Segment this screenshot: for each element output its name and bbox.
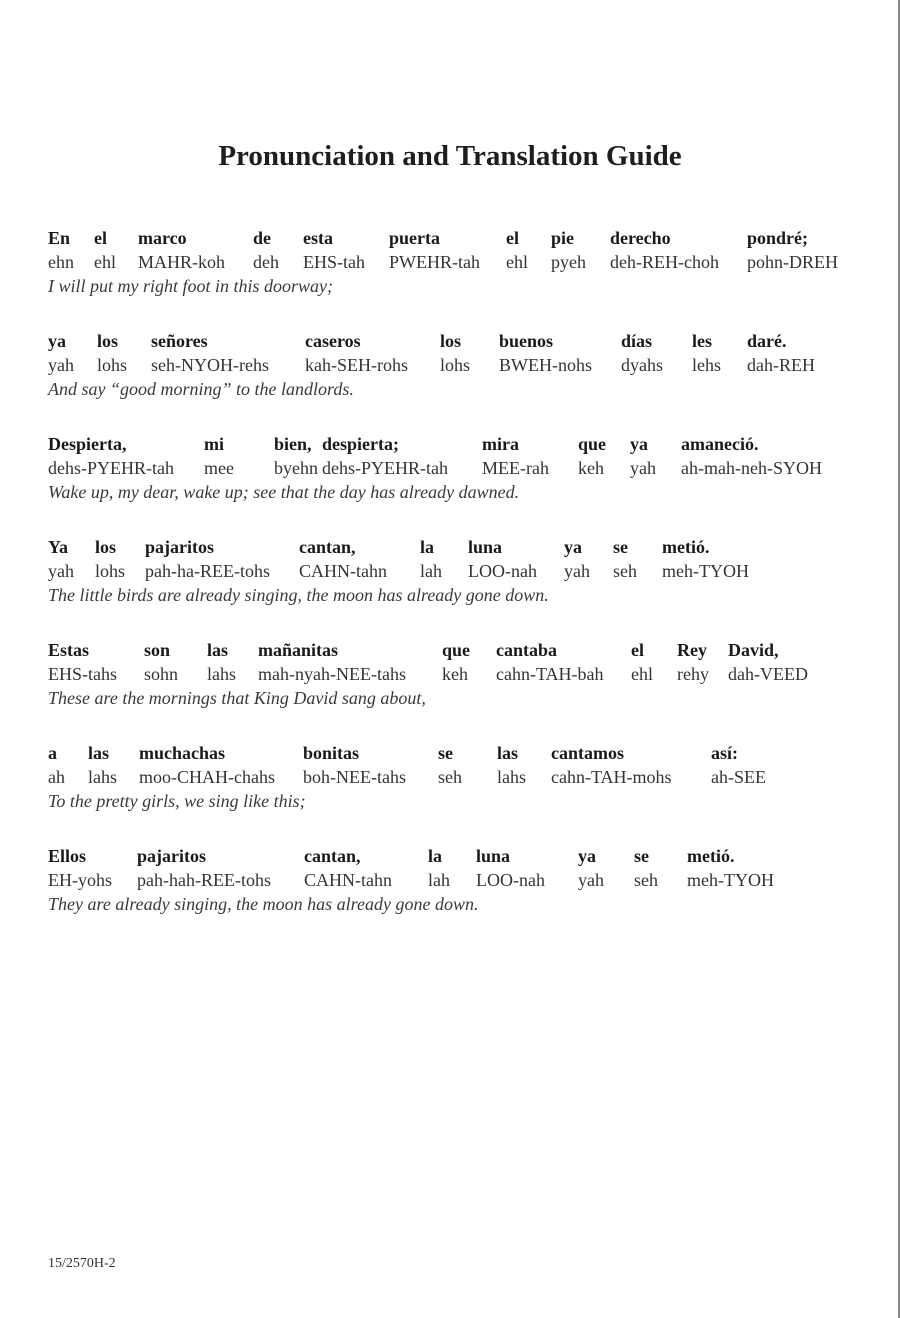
spanish-word: que xyxy=(578,434,607,454)
pronunciation-word: yah xyxy=(48,355,74,375)
pronunciation-word: deh xyxy=(253,252,279,272)
english-translation: I will put my right foot in this doorway; xyxy=(48,276,334,296)
spanish-word: el xyxy=(94,228,107,248)
spanish-word: cantan, xyxy=(304,846,361,866)
catalog-number: 15/2570H-2 xyxy=(48,1256,116,1271)
pronunciation-line xyxy=(48,355,848,379)
spanish-word: derecho xyxy=(610,228,671,248)
pronunciation-word: kah-SEH-rohs xyxy=(305,355,408,375)
pronunciation-word: pyeh xyxy=(551,252,586,272)
spanish-word: despierta; xyxy=(322,434,399,454)
pronunciation-word: ehl xyxy=(631,664,653,684)
pronunciation-word: cahn-TAH-bah xyxy=(496,664,604,684)
spanish-word: las xyxy=(497,743,519,763)
spanish-word: cantan, xyxy=(299,537,356,557)
pronunciation-line xyxy=(48,252,848,276)
pronunciation-word: CAHN-tahn xyxy=(304,870,392,890)
verse-block xyxy=(48,434,848,506)
pronunciation-word: meh-TYOH xyxy=(662,561,749,581)
spanish-line xyxy=(48,846,848,870)
pronunciation-word: lah xyxy=(428,870,450,890)
spanish-word: señores xyxy=(151,331,208,351)
spanish-word: Despierta, xyxy=(48,434,127,454)
pronunciation-word: byehn xyxy=(274,458,318,478)
spanish-word: mi xyxy=(204,434,224,454)
english-translation: To the pretty girls, we sing like this; xyxy=(48,791,306,811)
spanish-word: ya xyxy=(48,331,66,351)
spanish-word: los xyxy=(97,331,119,351)
spanish-word: metió. xyxy=(662,537,710,557)
pronunciation-word: yah xyxy=(48,561,74,581)
spanish-word: ya xyxy=(564,537,582,557)
pronunciation-word: lahs xyxy=(88,767,117,787)
pronunciation-word: meh-TYOH xyxy=(687,870,774,890)
spanish-word: a xyxy=(48,743,57,763)
pronunciation-line xyxy=(48,458,848,482)
spanish-word: luna xyxy=(468,537,503,557)
spanish-word: así: xyxy=(711,743,738,763)
spanish-word: buenos xyxy=(499,331,554,351)
pronunciation-word: ehl xyxy=(94,252,116,272)
english-translation: Wake up, my dear, wake up; see that the day has already dawned. xyxy=(48,482,520,502)
pronunciation-word: yah xyxy=(578,870,604,890)
spanish-word: mira xyxy=(482,434,519,454)
pronunciation-word: PWEHR-tah xyxy=(389,252,480,272)
pronunciation-word: LOO-nah xyxy=(476,870,545,890)
pronunciation-line xyxy=(48,561,848,585)
pronunciation-word: cahn-TAH-mohs xyxy=(551,767,672,787)
spanish-word: Ellos xyxy=(48,846,87,866)
spanish-word: pajaritos xyxy=(145,537,214,557)
spanish-line xyxy=(48,743,848,767)
pronunciation-word: MEE-rah xyxy=(482,458,549,478)
spanish-word: pajaritos xyxy=(137,846,206,866)
pronunciation-word: lahs xyxy=(497,767,526,787)
pronunciation-word: lohs xyxy=(97,355,128,375)
spanish-word: Estas xyxy=(48,640,90,660)
pronunciation-word: ah-mah-neh-SYOH xyxy=(681,458,822,478)
pronunciation-word: seh-NYOH-rehs xyxy=(151,355,269,375)
spanish-word: las xyxy=(88,743,110,763)
spanish-word: muchachas xyxy=(139,743,226,763)
pronunciation-word: ah xyxy=(48,767,65,787)
pronunciation-word: rehy xyxy=(677,664,709,684)
pronunciation-word: boh-NEE-tahs xyxy=(303,767,406,787)
spanish-word: se xyxy=(438,743,453,763)
pronunciation-word: keh xyxy=(442,664,468,684)
english-translation: They are already singing, the moon has already gone down. xyxy=(48,894,479,914)
pronunciation-word: sohn xyxy=(144,664,179,684)
pronunciation-word: dehs-PYEHR-tah xyxy=(48,458,174,478)
spanish-word: bonitas xyxy=(303,743,360,763)
pronunciation-word: CAHN-tahn xyxy=(299,561,387,581)
spanish-word: la xyxy=(420,537,435,557)
spanish-word: el xyxy=(506,228,519,248)
pronunciation-word: seh xyxy=(613,561,637,581)
pronunciation-word: yah xyxy=(630,458,656,478)
pronunciation-word: dyahs xyxy=(621,355,663,375)
verse-block xyxy=(48,537,848,609)
pronunciation-word: mee xyxy=(204,458,234,478)
pronunciation-word: ah-SEE xyxy=(711,767,766,787)
pronunciation-word: EHS-tah xyxy=(303,252,365,272)
spanish-word: daré. xyxy=(747,331,787,351)
verse-block xyxy=(48,331,848,403)
spanish-word: bien, xyxy=(274,434,312,454)
spanish-word: son xyxy=(144,640,171,660)
spanish-word: cantaba xyxy=(496,640,558,660)
pronunciation-word: seh xyxy=(438,767,462,787)
spanish-word: metió. xyxy=(687,846,735,866)
spanish-word: Rey xyxy=(677,640,707,660)
spanish-word: caseros xyxy=(305,331,361,351)
spanish-word: puerta xyxy=(389,228,440,248)
spanish-word: las xyxy=(207,640,229,660)
pronunciation-word: lohs xyxy=(440,355,471,375)
spanish-word: esta xyxy=(303,228,333,248)
spanish-word: ya xyxy=(578,846,596,866)
page-title: Pronunciation and Translation Guide xyxy=(218,140,682,172)
pronunciation-word: keh xyxy=(578,458,604,478)
spanish-word: Ya xyxy=(48,537,69,557)
pronunciation-word: dehs-PYEHR-tah xyxy=(322,458,448,478)
spanish-word: ya xyxy=(630,434,648,454)
spanish-word: pondré; xyxy=(747,228,809,248)
spanish-word: el xyxy=(631,640,644,660)
spanish-word: amaneció. xyxy=(681,434,759,454)
english-translation: These are the mornings that King David sang about, xyxy=(48,688,426,708)
spanish-word: cantamos xyxy=(551,743,624,763)
pronunciation-word: yah xyxy=(564,561,590,581)
spanish-word: mañanitas xyxy=(258,640,339,660)
english-translation: The little birds are already singing, the moon has already gone down. xyxy=(48,585,549,605)
pronunciation-word: mah-nyah-NEE-tahs xyxy=(258,664,406,684)
spanish-line xyxy=(48,537,848,561)
pronunciation-word: lahs xyxy=(207,664,236,684)
pronunciation-word: dah-REH xyxy=(747,355,815,375)
spanish-word: se xyxy=(634,846,649,866)
spanish-line xyxy=(48,331,848,355)
spanish-word: luna xyxy=(476,846,511,866)
pronunciation-word: pah-hah-REE-tohs xyxy=(137,870,271,890)
spanish-word: pie xyxy=(551,228,575,248)
spanish-word: les xyxy=(692,331,712,351)
pronunciation-line xyxy=(48,767,848,791)
pronunciation-word: pah-ha-REE-tohs xyxy=(145,561,270,581)
pronunciation-word: MAHR-koh xyxy=(138,252,226,272)
english-translation: And say “good morning” to the landlords. xyxy=(48,379,354,399)
pronunciation-word: deh-REH-choh xyxy=(610,252,719,272)
pronunciation-word: pohn-DREH xyxy=(747,252,838,272)
spanish-word: se xyxy=(613,537,628,557)
verse-block xyxy=(48,846,848,918)
spanish-word: los xyxy=(440,331,462,351)
pronunciation-word: seh xyxy=(634,870,658,890)
spanish-word: que xyxy=(442,640,471,660)
pronunciation-word: lohs xyxy=(95,561,126,581)
pronunciation-word: EH-yohs xyxy=(48,870,112,890)
verse-block xyxy=(48,228,848,300)
pronunciation-word: moo-CHAH-chahs xyxy=(139,767,275,787)
spanish-word: marco xyxy=(138,228,187,248)
pronunciation-word: BWEH-nohs xyxy=(499,355,592,375)
pronunciation-word: ehl xyxy=(506,252,528,272)
spanish-line xyxy=(48,228,848,252)
pronunciation-word: EHS-tahs xyxy=(48,664,117,684)
pronunciation-word: ehn xyxy=(48,252,74,272)
spanish-word: David, xyxy=(728,640,779,660)
pronunciation-word: lehs xyxy=(692,355,721,375)
spanish-word: En xyxy=(48,228,71,248)
verse-block xyxy=(48,743,848,815)
verse-block xyxy=(48,640,848,712)
spanish-word: los xyxy=(95,537,117,557)
pronunciation-line xyxy=(48,664,848,688)
spanish-line xyxy=(48,434,848,458)
pronunciation-word: LOO-nah xyxy=(468,561,537,581)
spanish-word: días xyxy=(621,331,653,351)
spanish-word: la xyxy=(428,846,443,866)
spanish-line xyxy=(48,640,848,664)
pronunciation-word: dah-VEED xyxy=(728,664,808,684)
spanish-word: de xyxy=(253,228,271,248)
pronunciation-line xyxy=(48,870,848,894)
pronunciation-word: lah xyxy=(420,561,442,581)
